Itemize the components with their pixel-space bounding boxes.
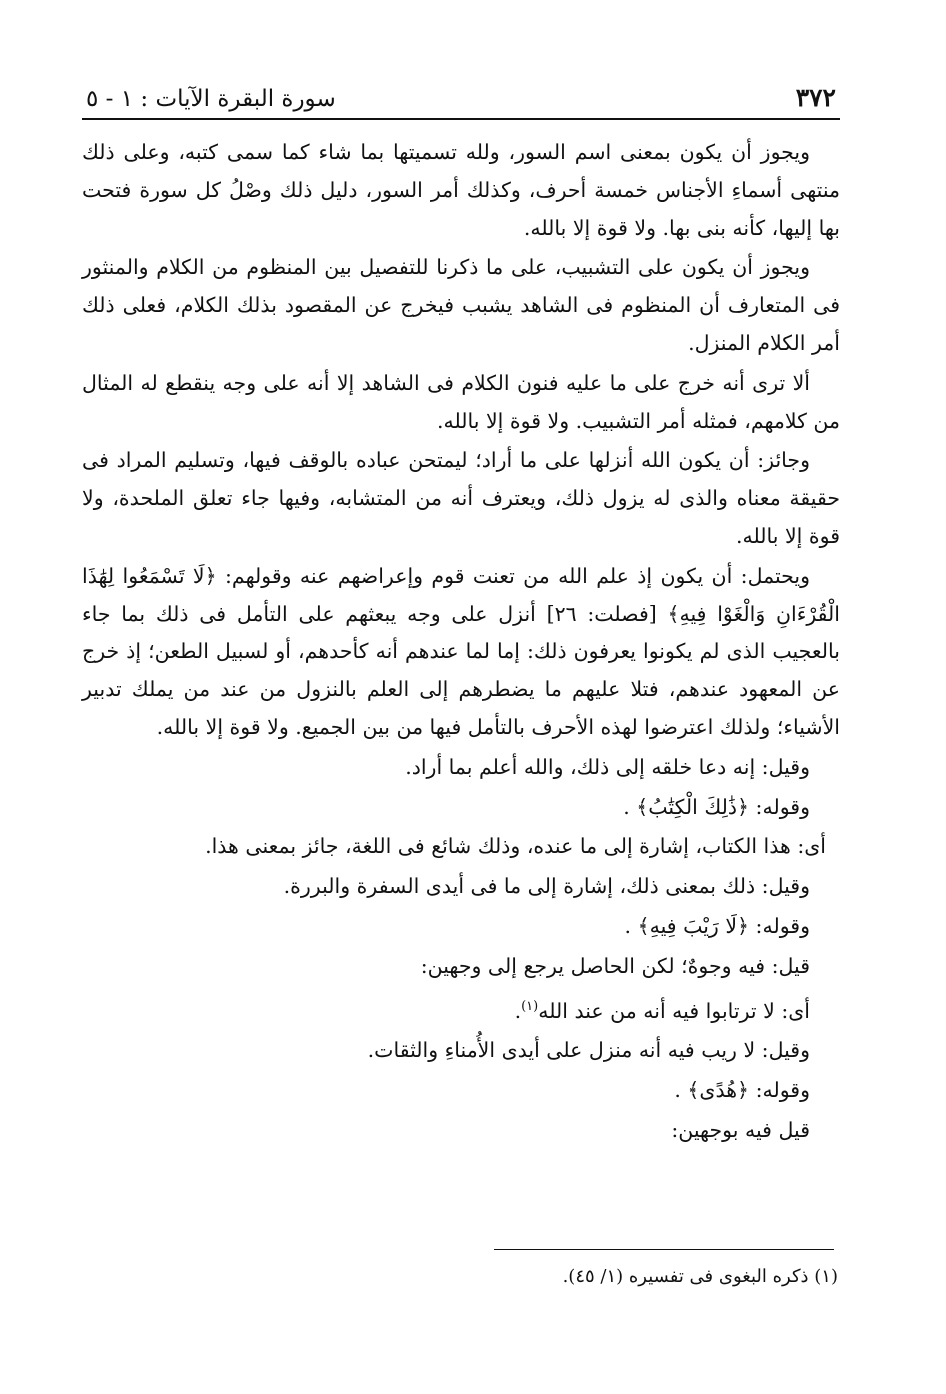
footnote-divider [494, 1249, 834, 1250]
footnote-marker: (١) [521, 998, 539, 1014]
chapter-title: سورة البقرة الآيات : ١ - ٥ [86, 86, 336, 112]
text-line: وقيل: ذلك بمعنى ذلك، إشارة إلى ما فى أيدى السفرة والبررة. [283, 874, 810, 899]
book-page [82, 62, 840, 1152]
text-line: وقيل: إنه دعا خلقه إلى ذلك، والله أعلم بما أراد. [405, 754, 810, 779]
text-line: قيل فيه بوجهين: [671, 1117, 810, 1142]
footnote: (١) ذكره البغوى فى تفسيره (١/ ٤٥). [562, 1266, 838, 1287]
paragraph: ويحتمل: أن يكون إذ علم الله من تعنت قوم وإعراضهم عنه وقولهم: ﴿لَا تَسْمَعُوا لِهَٰذَا الْقُرْءَانِ وَالْغَوْا فِيهِ﴾ [فصلت: ٢٦] أنزل على وجه يبعثهم على التأمل فى ذلك بما جاء بالعجيب الذى لم يكونوا يعرفون ذلك: إما لما عندهم أنه كأحدهم، أو لسبيل الطعن؛ إذ خرج عن المعهود عندهم، فتلا عليهم ما يضطرهم إلى العلم بالنزول من عند من يملك تدبير الأشياء؛ ولذلك اعترضوا لهذه الأحرف بالتأمل فيها من بين الجميع. ولا قوة إلا بالله. [82, 563, 840, 739]
text-line: أى: هذا الكتاب، إشارة إلى ما عنده، وذلك شائع فى اللغة، جائز بمعنى هذا. [205, 834, 826, 859]
paragraph: ويجوز أن يكون بمعنى اسم السور، ولله تسميتها بما شاء كما سمى كتبه، وعلى ذلك منتهى أسماءِ الأجناس خمسة أحرف، وكذلك أمر السور، دليل ذلك وصْلُ كل سورة فتحت بها إليها، كأنه بنى بها. ولا قوة إلا بالله. [82, 140, 840, 240]
paragraph: وجائز: أن يكون الله أنزلها على ما أراد؛ ليمتحن عباده بالوقف فيها، وتسليم المراد فى حقيقة معناه والذى له يزول ذلك، ويعترف أنه من المتشابه، وفيها جاء تعلق الملحدة، ولا قوة إلا بالله. [82, 448, 840, 548]
text-line: قيل: فيه وجوهٌ؛ لكن الحاصل يرجع إلى وجهين: [420, 953, 810, 978]
text-line: وقوله: ﴿ذَٰلِكَ الْكِتَٰبُ﴾ . [623, 794, 810, 819]
text-line-content: أى: لا ترتابوا فيه أنه من عند الله [538, 998, 810, 1023]
text-line: وقيل: لا ريب فيه أنه منزل على أيدى الأُمناءِ والثقات. [367, 1038, 810, 1063]
text-line: وقوله: ﴿هُدًى﴾ . [674, 1077, 810, 1102]
text-line: أى: لا ترتابوا فيه أنه من عند الله$^{(١)}$. [514, 998, 810, 1023]
running-header [82, 62, 840, 120]
paragraph: ويجوز أن يكون على التشبيب، على ما ذكرنا للتفصيل بين المنظوم من الكلام والمنثور فى المتعارف أن المنظوم فى الشاهد يشبب فيخرج عن المقصود بذلك الكلام، فعلى ذلك أمر الكلام المنزل. [82, 255, 840, 355]
page-number: ٣٧٢ [795, 83, 836, 112]
text-line: وقوله: ﴿لَا رَيْبَ فِيهِ﴾ . [624, 913, 810, 938]
page-body [82, 134, 840, 1150]
paragraph: ألا ترى أنه خرج على ما عليه فنون الكلام فى الشاهد إلا أنه على وجه ينقطع له المثال من كلامهم، فمثله أمر التشبيب. ولا قوة إلا بالله. [82, 370, 840, 433]
